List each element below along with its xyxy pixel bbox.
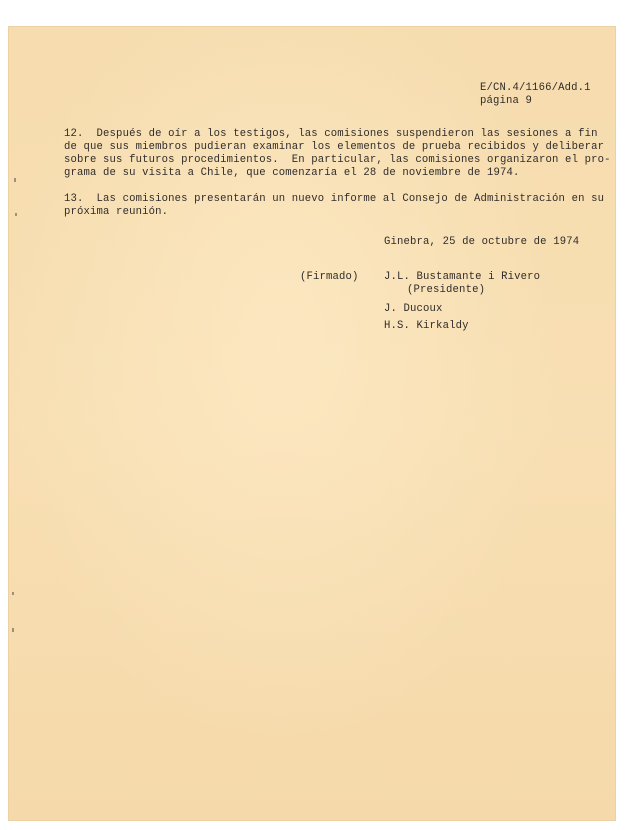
signatory-kirkaldy: H.S. Kirkaldy xyxy=(384,320,469,332)
signed-label: (Firmado) xyxy=(300,271,359,283)
paragraph-13 xyxy=(64,193,604,219)
paragraph-12-line-3: sobre sus futuros procedimientos. En particular, las comisiones organizaron el pro- xyxy=(64,154,611,166)
scan-speck xyxy=(12,628,14,632)
paragraph-12-line-4: grama de su visita a Chile, que comenzaría el 28 de noviembre de 1974. xyxy=(64,167,520,179)
paragraph-12-line-1: 12. Después de oír a los testigos, las comisiones suspendieron las sesiones a fin xyxy=(64,128,598,140)
paragraph-13-line-1: 13. Las comisiones presentarán un nuevo informe al Consejo de Administración en su xyxy=(64,193,605,205)
signatory-president-title: (Presidente) xyxy=(407,284,486,296)
document-reference: E/CN.4/1166/Add.1 xyxy=(480,82,591,94)
scan-speck xyxy=(12,592,14,595)
page-number: página 9 xyxy=(480,95,533,107)
paragraph-12-line-2: de que sus miembros pudieran examinar los elementos de prueba recibidos y deliberar xyxy=(64,141,605,153)
signatory-ducoux: J. Ducoux xyxy=(384,303,443,315)
place-and-date: Ginebra, 25 de octubre de 1974 xyxy=(384,236,580,248)
scan-speck xyxy=(15,213,17,216)
paragraph-12 xyxy=(64,128,611,180)
paragraph-13-line-2: próxima reunión. xyxy=(64,206,169,218)
scan-speck xyxy=(14,178,16,182)
signatory-president: J.L. Bustamante i Rivero xyxy=(384,271,541,283)
